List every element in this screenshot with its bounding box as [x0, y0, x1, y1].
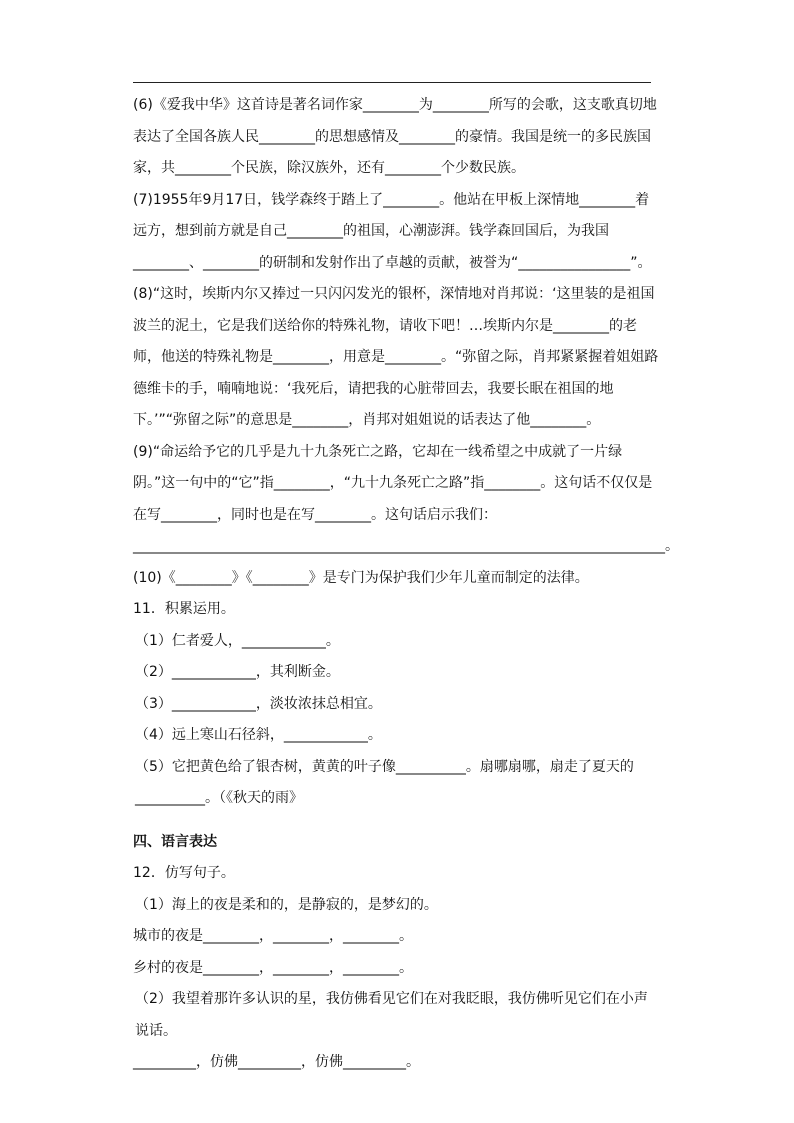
- question-11-item: （2）____________，其利断金。: [135, 664, 340, 680]
- page-content: [133, 90, 679, 1079]
- question-12-village-line: 乡村的夜是________，________，________。: [133, 959, 413, 976]
- question-11-item: （4）远上寒山石径斜，____________。: [135, 727, 382, 743]
- question-10-7: (7)1955年9月17日，钱学森终于踏上了________。他站在甲板上深情地________着远方，想到前方就是自己________的祖国，心潮澎湃。钱学森回国后，为我国________、________的研制和发射作出了卓越的贡献，被誉为“________________”。: [133, 191, 652, 271]
- question-10-10: (10)《________》《________》是专门为保护我们少年儿童而制定的法律。: [133, 569, 589, 586]
- question-10-9: (9)“命运给予它的几乎是九十九条死亡之路，它却在一线希望之中成就了一片绿阴。”这一句中的“它”指________，“九十九条死亡之路”指________。这句话不仅仅是在写________，同时也是在写________。这句话启示我们：: [133, 443, 653, 523]
- header-rule: [133, 82, 651, 83]
- section-heading: 四、语言表达: [133, 833, 217, 850]
- question-12-answer-line: _________，仿佛_________，仿佛_________。: [133, 1054, 420, 1070]
- question-12-city-line: 城市的夜是________，________，________。: [133, 928, 413, 944]
- question-11-item: （3）____________，淡妆浓抹总相宜。: [135, 695, 382, 712]
- question-12-sub-1: （1）海上的夜是柔和的，是静寂的，是梦幻的。: [135, 896, 438, 913]
- question-12-title: 12．仿写句子。: [133, 865, 235, 881]
- question-11-item-5: （5）它把黄色给了银杏树，黄黄的叶子像__________。扇哪扇哪，扇走了夏天的__________。（《秋天的雨》: [135, 758, 634, 806]
- question-11-title: 11．积累运用。: [133, 601, 235, 617]
- question-12-sub-2: （2）我望着那许多认识的星，我仿佛看见它们在对我眨眼，我仿佛听见它们在小声说话。: [135, 991, 648, 1039]
- question-10-9-answer-line: ____________________________________________________________________________。: [133, 538, 679, 554]
- question-11-item: （1）仁者爱人，____________。: [135, 632, 340, 649]
- question-10-6: (6)《爱我中华》这首诗是著名词作家________为________所写的会歌，这支歌真切地表达了全国各族人民________的思想感情及________的豪情。我国是统一的多民族国家，共________个民族，除汉族外，还有________个少数民族。: [133, 97, 657, 176]
- question-10-8: (8)“这时，埃斯内尔又捧过一只闪闪发光的银杯，深情地对肖邦说：‘这里装的是祖国波兰的泥土，它是我们送给你的特殊礼物，请收下吧！…埃斯内尔是________的老师，他送的特殊礼物是________，用意是________。“弥留之际，肖邦紧紧握着姐姐路德维卡的手，喃喃地说：‘我死后，请把我的心脏带回去，我要长眠在祖国的地下。’”“弥留之际”的意思是________，肖邦对姐姐说的话表达了他________。: [133, 286, 659, 428]
